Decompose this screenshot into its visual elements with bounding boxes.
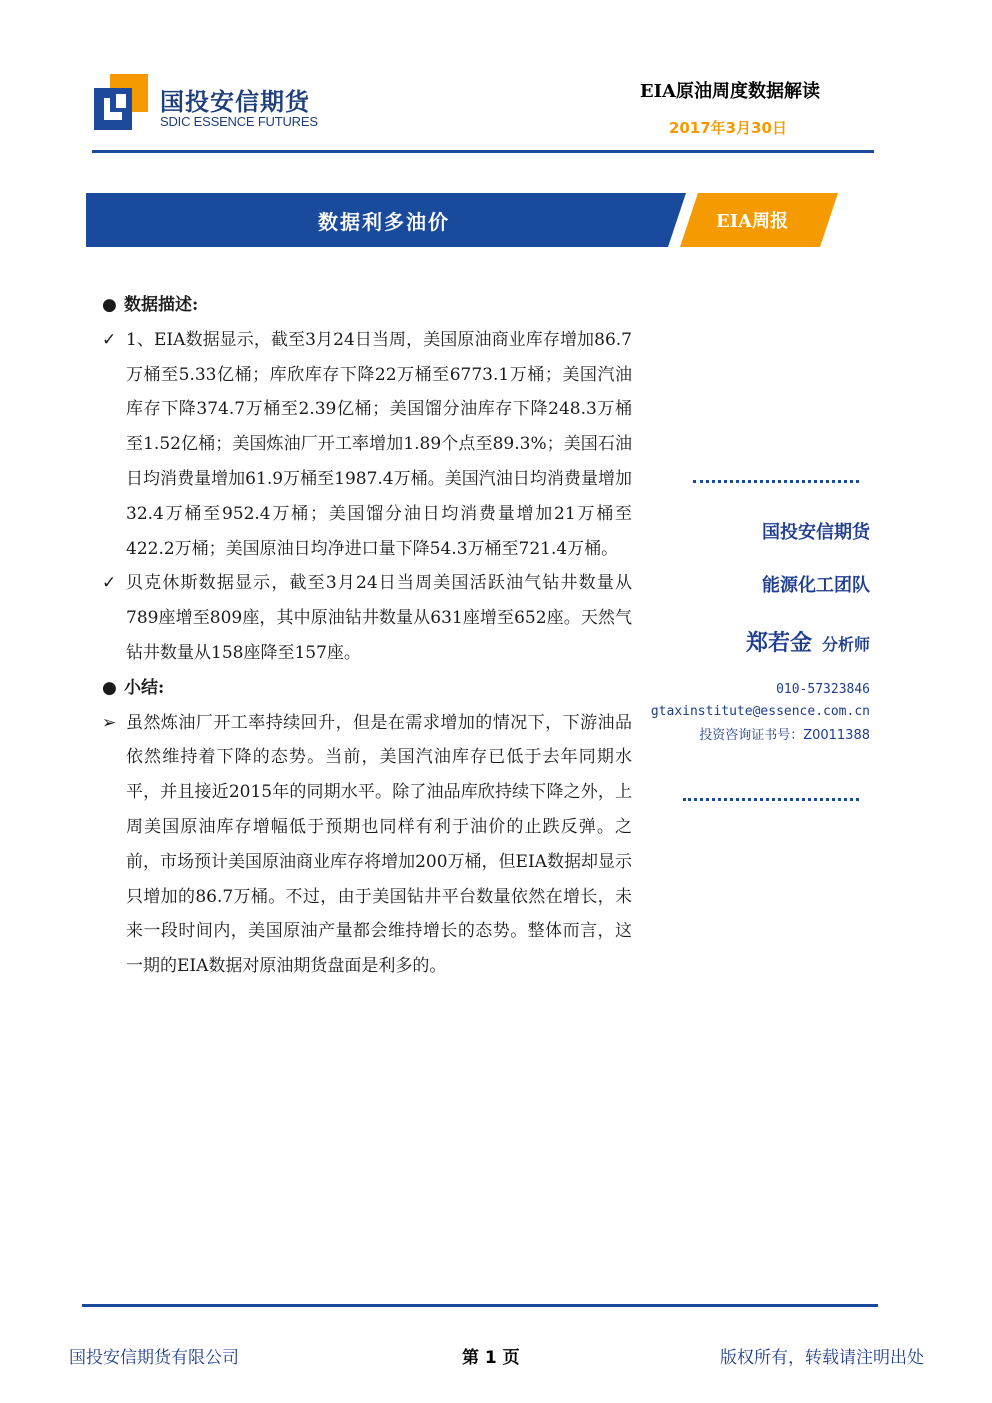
bullet-icon: ● xyxy=(102,295,117,315)
logo-text-cn: 国投安信期货 xyxy=(160,88,310,116)
list-item-text: 贝克休斯数据显示，截至3月24日当周美国活跃油气钻井数量从789座增至809座，其中原油钻井数量从631座增至652座。天然气钻井数量从158座降至157座。 xyxy=(126,573,632,663)
page-number: 第 1 页 xyxy=(462,1348,520,1368)
sidebar-divider-top xyxy=(693,480,859,483)
analyst-phone: 010-57323846 xyxy=(776,682,870,697)
sidebar-divider-bottom xyxy=(683,798,859,801)
logo-mark-icon xyxy=(94,74,148,130)
analyst-name: 郑若金 xyxy=(745,631,812,656)
list-item-text: 1、EIA数据显示，截至3月24日当周，美国原油商业库存增加86.7万桶至5.33亿桶；库欣库存下降22万桶至6773.1万桶；美国汽油库存下降374.7万桶至2.39亿桶；美国馏分油库存下降248.3万桶至1.52亿桶；美国炼油厂开工率增加1.89个点至89.3%；美国石油日均消费量增加61.9万桶至1987.4万桶。美国汽油日均消费量增加32.4万桶至952.4万桶；美国馏分油日均消费量增加21万桶至422.2万桶；美国原油日均净进口量下降54.3万桶至721.4万桶。 xyxy=(126,329,632,559)
analyst-role: 分析师 xyxy=(821,635,870,654)
checkmark-icon: ✓ xyxy=(102,573,117,594)
company-logo xyxy=(94,74,334,138)
analyst-certificate: 投资咨询证书号：Z0011388 xyxy=(699,728,870,743)
report-body xyxy=(102,288,632,984)
footer-company: 国投安信期货有限公司 xyxy=(69,1348,239,1368)
list-item xyxy=(102,566,632,670)
banner-tag: EIA周报 xyxy=(716,211,789,232)
header-divider xyxy=(92,150,874,153)
sidebar-company: 国投安信期货 xyxy=(762,522,870,543)
list-item xyxy=(102,706,632,984)
footer-divider xyxy=(82,1304,878,1307)
analyst-email[interactable]: gtaxinstitute@essence.com.cn xyxy=(650,704,870,719)
banner-headline: 数据利多油价 xyxy=(318,210,450,234)
title-banner xyxy=(86,193,838,247)
arrow-bullet-icon: ➢ xyxy=(102,712,117,733)
sidebar-analyst xyxy=(746,626,870,657)
list-item xyxy=(102,323,632,567)
report-title: EIA原油周度数据解读 xyxy=(639,81,820,102)
list-item-text: 虽然炼油厂开工率持续回升，但是在需求增加的情况下，下游油品依然维持着下降的态势。当前，美国汽油库存已低于去年同期水平，并且接近2015年的同期水平。除了油品库欣持续下降之外，上周美国原油库存增幅低于预期也同样有利于油价的止跌反弹。之前，市场预计美国原油商业库存将增加200万桶，但EIA数据却显示只增加的86.7万桶。不过，由于美国钻井平台数量依然在增长，未来一段时间内，美国原油产量都会维持增长的态势。整体而言，这一期的EIA数据对原油期货盘面是利多的。 xyxy=(126,712,632,977)
section-heading-summary: ● 小结: xyxy=(102,671,632,706)
sidebar-team: 能源化工团队 xyxy=(762,575,870,596)
logo-text-en: SDIC ESSENCE FUTURES xyxy=(160,114,318,129)
checkmark-icon: ✓ xyxy=(102,329,117,350)
report-date: 2017年3月30日 xyxy=(668,119,787,137)
section-heading-data: ● 数据描述: xyxy=(102,288,632,323)
bullet-icon: ● xyxy=(102,677,117,698)
footer-copyright: 版权所有，转载请注明出处 xyxy=(720,1348,924,1368)
